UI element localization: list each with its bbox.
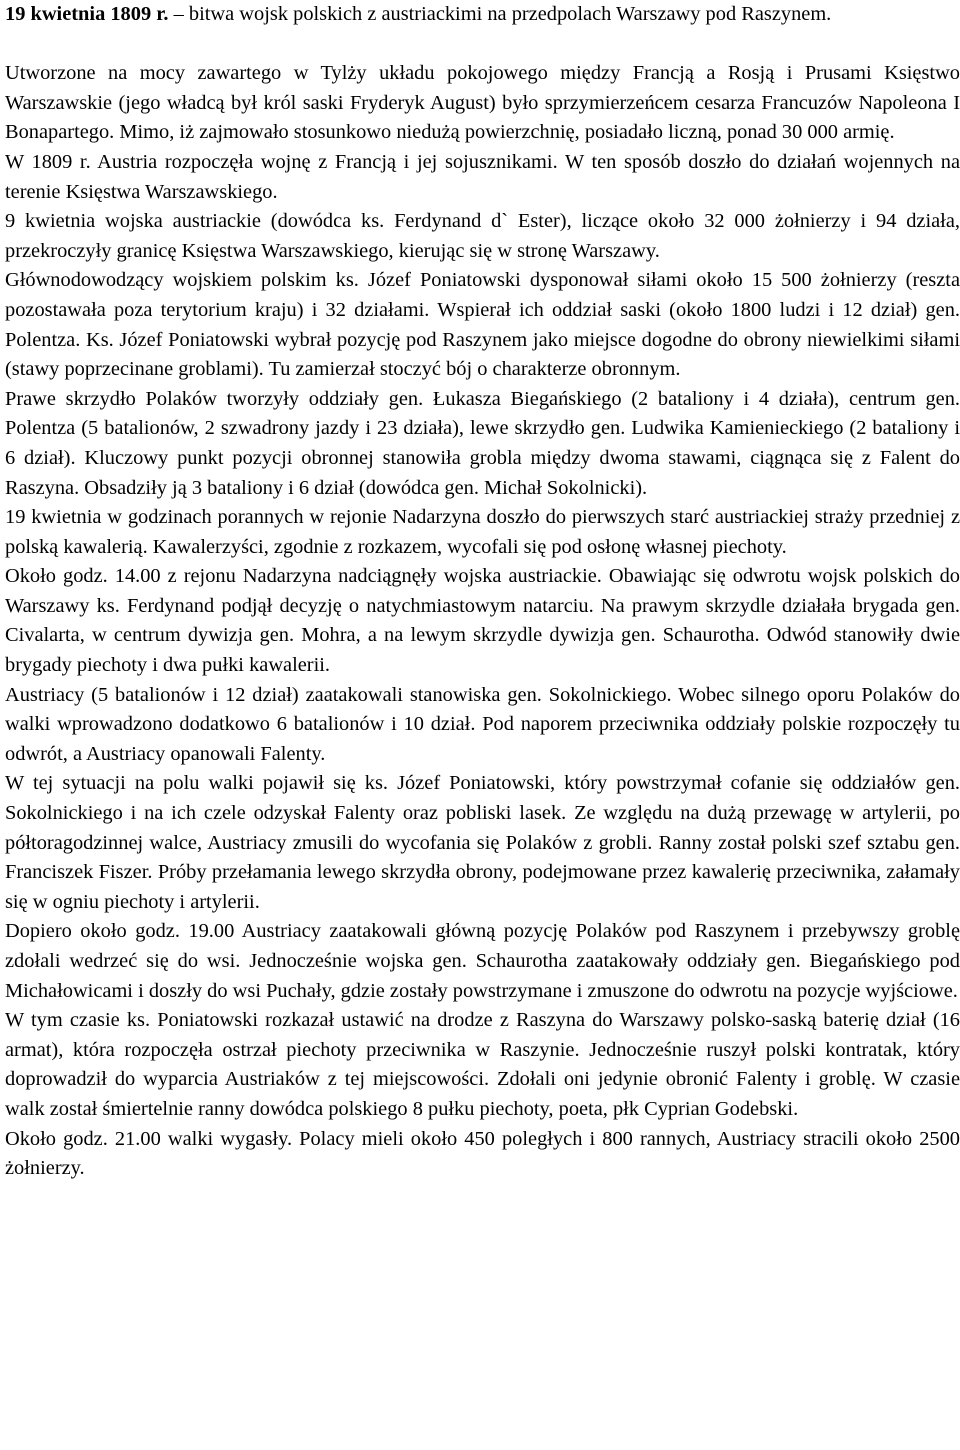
document-body — [5, 0, 960, 1184]
paragraph-11: W tym czasie ks. Poniatowski rozkazał ustawić na drodze z Raszyna do Warszawy polsko-saską baterię dział (16 armat), która rozpoczęła ostrzał piechoty przeciwnika w Raszynie. Jednocześnie ruszył polski kontratak, który doprowadził do wyparcia Austriaków z tej miejscowości. Zdołali oni jedynie obronić Falenty i groblę. W czasie walk został śmiertelnie ranny dowódca polskiego 8 pułku piechoty, poeta, płk Cyprian Godebski. — [5, 1009, 960, 1120]
paragraph-10: Dopiero około godz. 19.00 Austriacy zaatakowali główną pozycję Polaków pod Raszynem i przebywszy groblę zdołali wedrzeć się do wsi. Jednocześnie wojska gen. Schaurotha zaatakowały oddziały gen. Biegańskiego pod Michałowicami i doszły do wsi Puchały, gdzie zostały powstrzymane i zmuszone do odwrotu na pozycje wyjściowe. — [5, 920, 960, 1002]
paragraph-8: Austriacy (5 batalionów i 12 dział) zaatakowali stanowiska gen. Sokolnickiego. Wobec silnego oporu Polaków do walki wprowadzono dodatkowo 6 batalionów i 10 dział. Pod naporem przeciwnika oddziały polskie rozpoczęły tu odwrót, a Austriacy opanowali Falenty. — [5, 683, 960, 765]
paragraph-7: Około godz. 14.00 z rejonu Nadarzyna nadciągnęły wojska austriackie. Obawiając się odwrotu wojsk polskich do Warszawy ks. Ferdynand podjął decyzję o natychmiastowym natarciu. Na prawym skrzydle działała brygada gen. Civalarta, w centrum dywizja gen. Mohra, a na lewym skrzydle dywizja gen. Schaurotha. Odwód stanowiły dwie brygady piechoty i dwa pułki kawalerii. — [5, 565, 960, 677]
heading-rest: – bitwa wojsk polskich z austriackimi na przedpolach Warszawy pod Raszynem. — [168, 3, 832, 25]
blank-line — [5, 30, 960, 60]
paragraph-5: Prawe skrzydło Polaków tworzyły oddziały gen. Łukasza Biegańskiego (2 bataliony i 4 działa), centrum gen. Polentza (5 batalionów, 2 szwadrony jazdy i 23 działa), lewe skrzydło gen. Ludwika Kamienieckiego (2 bataliony i 6 dział). Kluczowy punkt pozycji obronnej stanowiła grobla między dwoma stawami, ciągnąca się z Falent do Raszyna. Obsadziły ją 3 bataliony i 6 dział (dowódca gen. Michał Sokolnicki). — [5, 387, 960, 499]
paragraph-3: 9 kwietnia wojska austriackie (dowódca ks. Ferdynand d` Ester), liczące około 32 000 żołnierzy i 94 działa, przekroczyły granicę Księstwa Warszawskiego, kierując się w stronę Warszawy. — [5, 210, 960, 262]
heading-date: 19 kwietnia 1809 r. — [5, 3, 169, 25]
paragraph-1: Utworzone na mocy zawartego w Tylży układu pokojowego między Francją a Rosją i Prusami Księstwo Warszawskie (jego władcą był król saski Fryderyk August) było sprzymierzeńcem cesarza Francuzów Napoleona I Bonapartego. Mimo, iż zajmowało stosunkowo niedużą powierzchnię, posiadało liczną, ponad 30 000 armię. — [5, 62, 960, 144]
paragraph-2: W 1809 r. Austria rozpoczęła wojnę z Francją i jej sojusznikami. W ten sposób doszło do działań wojennych na terenie Księstwa Warszawskiego. — [5, 150, 960, 203]
paragraph-12: Około godz. 21.00 walki wygasły. Polacy mieli około 450 poległych i 800 rannych, Austriacy stracili około 2500 żołnierzy. — [5, 1127, 960, 1180]
heading — [5, 0, 960, 30]
paragraph-4: Głównodowodzący wojskiem polskim ks. Józef Poniatowski dysponował siłami około 15 500 żołnierzy (reszta pozostawała poza terytorium kraju) i 32 działami. Wspierał ich oddział saski (około 1800 ludzi i 12 dział) gen. Polentza. Ks. Józef Poniatowski wybrał pozycję pod Raszynem jako miejsce dogodne do obrony niewielkimi siłami (stawy poprzecinane groblami). Tu zamierzał stoczyć bój o charakterze obronnym. — [5, 269, 960, 381]
paragraph-6: 19 kwietnia w godzinach porannych w rejonie Nadarzyna doszło do pierwszych starć austriackiej straży przedniej z polską kawalerią. Kawalerzyści, zgodnie z rozkazem, wycofali się pod osłonę własnej piechoty. — [5, 506, 960, 558]
paragraph-9: W tej sytuacji na polu walki pojawił się ks. Józef Poniatowski, który powstrzymał cofanie się oddziałów gen. Sokolnickiego i na ich czele odzyskał Falenty oraz pobliski lasek. Ze względu na dużą przewagę w artylerii, po półtoragodzinnej walce, Austriacy zmusili do wycofania się Polaków z grobli. Ranny został polski szef sztabu gen. Franciszek Fiszer. Próby przełamania lewego skrzydła obrony, podejmowane przez kawalerię przeciwnika, załamały się w ogniu piechoty i artylerii. — [5, 772, 960, 913]
